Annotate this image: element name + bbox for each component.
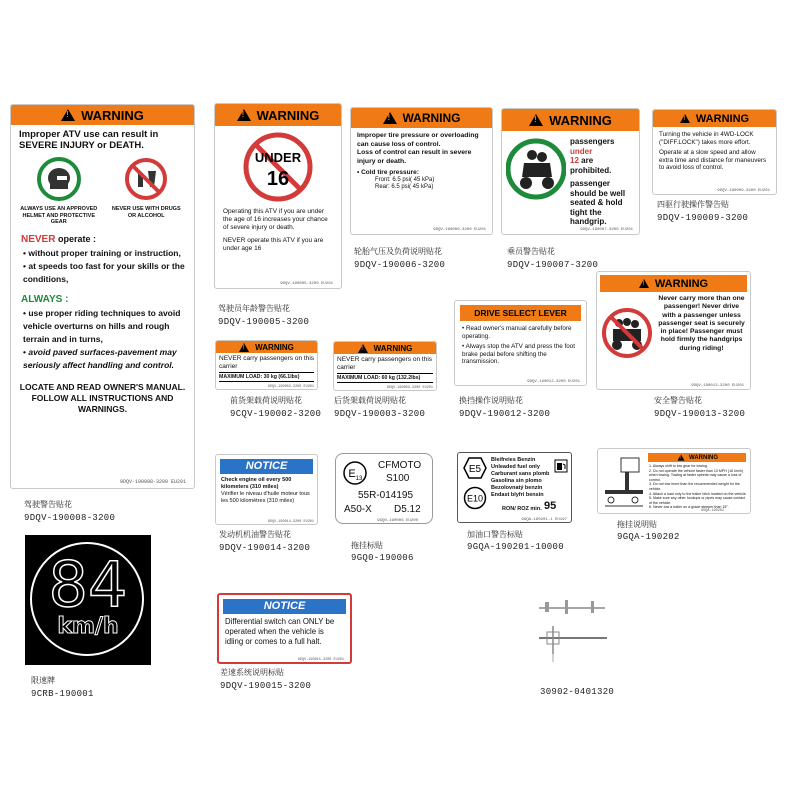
oil-text-en: Check engine oil every 500 kilometers (310 miles) xyxy=(221,477,292,490)
warning-triangle-icon xyxy=(358,344,368,353)
carrier-text: NEVER carry passengers on this carrier xyxy=(219,355,315,370)
warning-header: ! WARNING xyxy=(648,453,746,462)
no-alcohol-icon xyxy=(124,157,168,201)
never-word: NEVER xyxy=(21,233,56,245)
approval-plate xyxy=(335,453,433,524)
caption-cn: 乘员警告贴花 xyxy=(507,247,555,256)
warning-header: ! WARNING xyxy=(334,342,436,354)
warning-label-4wd xyxy=(652,109,777,195)
e5-hexagon-icon xyxy=(463,457,487,479)
caption-cn: 后货架载荷说明贴花 xyxy=(334,396,406,405)
ron-value: 95 xyxy=(544,500,557,512)
caption-num: 9DQV-190009-3200 xyxy=(657,213,749,223)
svg-text:13: 13 xyxy=(355,476,363,482)
warning-triangle-icon xyxy=(529,114,543,126)
list-item: 1. Always shift to low gear for towing. xyxy=(649,464,708,468)
notice-label-engine-oil xyxy=(215,454,318,525)
notice-label-differential xyxy=(217,593,352,664)
label-code: 9GQ0-190006 EU200 xyxy=(377,519,418,523)
passenger-text-1: passengers under xyxy=(570,137,615,156)
warning-header: ! WARNING xyxy=(502,109,639,131)
svg-text:E: E xyxy=(348,468,356,480)
list-item: • use proper riding techniques to avoid vehicle overturns on hills and rough terrain and in turns, xyxy=(23,307,181,344)
no-alcohol-caption: NEVER USE WITH DRUGS OR ALCOHOL xyxy=(111,206,181,219)
warning-header: ! WARNING xyxy=(653,110,776,127)
towing-warning-label xyxy=(597,448,751,514)
list-item: • without proper training or instruction, xyxy=(23,247,181,258)
warning-label-passenger-safety xyxy=(596,271,751,390)
caption-num: 9DQV-190005-3200 xyxy=(218,317,310,327)
warning-header: ! WARNING xyxy=(216,341,317,353)
caption-cn: 前货架载荷说明贴花 xyxy=(230,396,302,405)
passenger-safety-text: Never carry more than one passenger! Never drive with a passenger unless passenger seat is securely in place! Passenger must hold firmly the handgrips during riding! xyxy=(658,295,745,352)
warning-triangle-icon xyxy=(239,343,249,352)
caption-cn: 差速系统说明标贴 xyxy=(220,668,284,677)
speed-limit-plate xyxy=(25,535,151,665)
caption-num: 9DQV-190012-3200 xyxy=(459,409,551,419)
fuel-pump-icon xyxy=(554,459,568,473)
svg-text:UNDER: UNDER xyxy=(254,150,302,165)
passenger-text-2: 12 are prohibited. xyxy=(570,156,612,175)
pressure-title: • Cold tire pressure: xyxy=(357,169,419,176)
helmet-caption: ALWAYS USE AN APPROVED HELMET AND PROTECTIVE GEAR xyxy=(20,206,98,225)
e10-circle-icon xyxy=(463,486,487,510)
notice-header: NOTICE xyxy=(220,459,313,474)
tire-text-1: Improper tire pressure or overloading can cause loss of control. xyxy=(357,132,479,148)
label-code: 9DQV-190015-3200 EU201 xyxy=(297,658,344,662)
helmet-icon xyxy=(37,157,81,201)
caption-cn: 拖挂说明贴 xyxy=(617,520,657,529)
warning-triangle-icon xyxy=(237,109,251,121)
caption-cn: 换挡操作说明贴花 xyxy=(459,396,523,405)
label-code: 9DQV-190006-3200 EU201 xyxy=(433,228,486,232)
warning-header: ! WARNING xyxy=(351,108,492,128)
plate-code-2: D5.12 xyxy=(394,504,421,515)
label-code: 9DQV-190003-3200 EU201 xyxy=(386,386,433,390)
warning-label-age xyxy=(214,103,342,289)
e-mark-icon xyxy=(342,460,368,486)
warning-header: ! WARNING xyxy=(600,275,747,292)
caption-num: 9DQV-190013-3200 xyxy=(654,409,746,419)
passenger-text-3: passenger should be well seated & hold tight the handgrip. xyxy=(570,179,626,226)
passenger-riding-icon xyxy=(506,137,566,201)
caption-cn: 安全警告贴花 xyxy=(654,396,702,405)
caption-cn: 加油口警告标贴 xyxy=(467,530,523,539)
ron-label: RON/ ROZ min. xyxy=(502,506,542,512)
list-item: 5. Make sure any other hookups or pipes may cause contact of the vehicle. xyxy=(649,496,746,505)
list-item: 6. Never tow a trailer on a grade steeper than 15°. xyxy=(649,505,729,510)
never-rest: operate : xyxy=(55,233,96,244)
caption-cn: 四驱行驶操作警告贴 xyxy=(657,200,729,209)
caption-num: 9GQ0-190006 xyxy=(351,553,414,563)
drive-select-bullet-2: • Always stop the ATV and press the foot brake pedal before shifting the transmission. xyxy=(462,343,576,365)
caption-num: 9DQV-190006-3200 xyxy=(354,260,446,270)
plate-number: 55R-014195 xyxy=(358,490,414,501)
speed-unit: km/h xyxy=(57,614,119,639)
label-code: 9GQA-190202 xyxy=(700,509,724,513)
warning-label-front-carrier xyxy=(215,340,318,390)
label-code: 9DQV-190002-3200 EU201 xyxy=(267,385,314,389)
fuel-cap-label xyxy=(457,452,572,523)
caption-cn: 拖挂标贴 xyxy=(351,541,383,550)
under-16-badge-icon xyxy=(243,132,313,202)
warning-header: ! WARNING xyxy=(215,104,341,126)
list-item: • avoid paved surfaces-pavement may seriously affect handling and control. xyxy=(23,346,177,370)
plate-brand: CFMOTO xyxy=(378,460,422,471)
caption-num: 30902-0401320 xyxy=(540,687,615,697)
list-item: 2. Do not operate the vehicle faster than 10 MPH (16 km/h) when towing. Towing at faster speeds may cause a loss of control. xyxy=(649,468,744,482)
tire-text-2: Loss of control can result in severe injury or death. xyxy=(357,149,472,165)
svg-text:E5: E5 xyxy=(468,464,482,475)
warning-label-atv-use xyxy=(10,104,195,489)
differential-text: Differential switch can ONLY be operated when the vehicle is idling or comes to a full halt. xyxy=(225,617,335,646)
tow-items xyxy=(649,464,747,510)
speed-value: 84 xyxy=(48,548,128,621)
caption-num: 9GQA-190202 xyxy=(617,532,680,542)
4wd-text-2: Operate at a slow speed and allow extra time and distance for maneuvers to avoid loss of control. xyxy=(659,149,767,171)
warning-label-drive-select xyxy=(454,300,587,386)
trailer-hitch-diagram-icon xyxy=(601,454,647,510)
warning-triangle-icon xyxy=(680,114,690,123)
fuel-lines: Bleifreies Benzin Unleaded fuel only Carburant sans plomb Gasolina sin plomo Bezolovnatý benzín Endast blyfri bensin xyxy=(491,457,550,498)
warning-triangle-icon xyxy=(383,112,397,124)
4wd-text-1: Turning the vehicle in 4WD-LOCK ("DIFF.LOCK") takes more effort. xyxy=(659,131,754,146)
part-drawing-icon xyxy=(533,596,613,666)
caption-num: 9DQV-190008-3200 xyxy=(24,513,116,523)
pressure-front: Front: 6.5 psi( 45 kPa) xyxy=(375,177,435,183)
caption-num: 9DQV-190014-3200 xyxy=(219,543,311,553)
never-list xyxy=(11,245,194,286)
label-code: 9DQV-190005-3200 EU201 xyxy=(280,282,333,286)
warning-label-rear-carrier xyxy=(333,341,437,391)
label-code: 9DQV-190009-3200 EU201 xyxy=(717,189,770,193)
drive-select-bullet-1: • Read owner's manual carefully before operating. xyxy=(462,325,572,340)
svg-text:E10: E10 xyxy=(466,493,484,504)
warning-triangle-icon xyxy=(639,279,649,288)
label-code: 9DQV-190013-3200 EU201 xyxy=(691,384,744,388)
label-code: 9GQA-190201-1 EU197 xyxy=(521,518,567,522)
caption-num: 9DQV-190003-3200 xyxy=(334,409,426,419)
max-load: MAXIMUM LOAD: 60 kg (132.2lbs) xyxy=(337,373,433,383)
caption-num: 9DQV-190007-3200 xyxy=(507,260,599,270)
warning-label-passenger-age xyxy=(501,108,640,235)
age-text-never: NEVER operate this ATV if you are under age 16 xyxy=(223,237,324,252)
oil-text-fr: Vérifier le niveau d'huile moteur tous les 500 kilomètres (310 miles) xyxy=(221,491,310,504)
caption-cn: 发动机机油警告贴花 xyxy=(219,530,291,539)
list-item: 4. Attach a load only to the trailer hitch located on the vehicle. xyxy=(649,491,747,496)
always-list xyxy=(11,305,194,372)
age-text: Operating this ATV if you are under the age of 16 increases your chance of severe injury or death. xyxy=(223,208,328,231)
caption-cn: 限速牌 xyxy=(31,676,55,685)
caption-cn: 轮胎气压及负荷说明贴花 xyxy=(354,247,442,256)
label-code: 9DQV-190008-3200 EU201 xyxy=(119,479,186,485)
warning-label-tire xyxy=(350,107,493,235)
warning-header: ! WARNING xyxy=(11,105,194,125)
no-extra-passenger-icon xyxy=(601,307,653,359)
always-word: ALWAYS : xyxy=(21,293,69,305)
label-code: 9DQV-190014-3200 EU201 xyxy=(267,520,314,524)
caption-cn: 驾驶员年龄警告贴花 xyxy=(218,304,290,313)
carrier-text: NEVER carry passengers on this carrier xyxy=(337,356,433,371)
label-code: 9DQV-190007-3200 EU201 xyxy=(580,228,633,232)
list-item: • at speeds too fast for your skills or the conditions, xyxy=(23,260,185,284)
caption-num: 9DQV-190015-3200 xyxy=(220,681,312,691)
plate-model: S100 xyxy=(386,473,410,484)
plate-code-1: A50-X xyxy=(344,504,372,515)
max-load: MAXIMUM LOAD: 30 kg (66.1lbs) xyxy=(219,372,314,382)
caption-num: 9CRB-190001 xyxy=(31,689,94,699)
warning-triangle-icon xyxy=(61,109,75,121)
intro-text: Improper ATV use can result in SEVERE INJURY or DEATH. xyxy=(19,129,159,151)
caption-cn: 驾驶警告贴花 xyxy=(24,500,72,509)
caption-num: 9GQA-190201-10000 xyxy=(467,542,564,552)
pressure-rear: Rear: 6.5 psi( 45 kPa) xyxy=(375,184,434,190)
warning-triangle-icon xyxy=(678,454,685,460)
caption-num: 9CQV-190002-3200 xyxy=(230,409,322,419)
footer-text: LOCATE AND READ OWNER'S MANUAL. FOLLOW ALL INSTRUCTIONS AND WARNINGS. xyxy=(19,381,186,414)
svg-text:16: 16 xyxy=(266,168,290,190)
notice-header: NOTICE xyxy=(223,599,346,614)
drive-select-header: DRIVE SELECT LEVER xyxy=(460,305,581,321)
label-code: 9DQV-190012-3200 EU201 xyxy=(527,380,580,384)
list-item: 3. Do not tow more than the recommended weight for the vehicle. xyxy=(649,482,740,491)
